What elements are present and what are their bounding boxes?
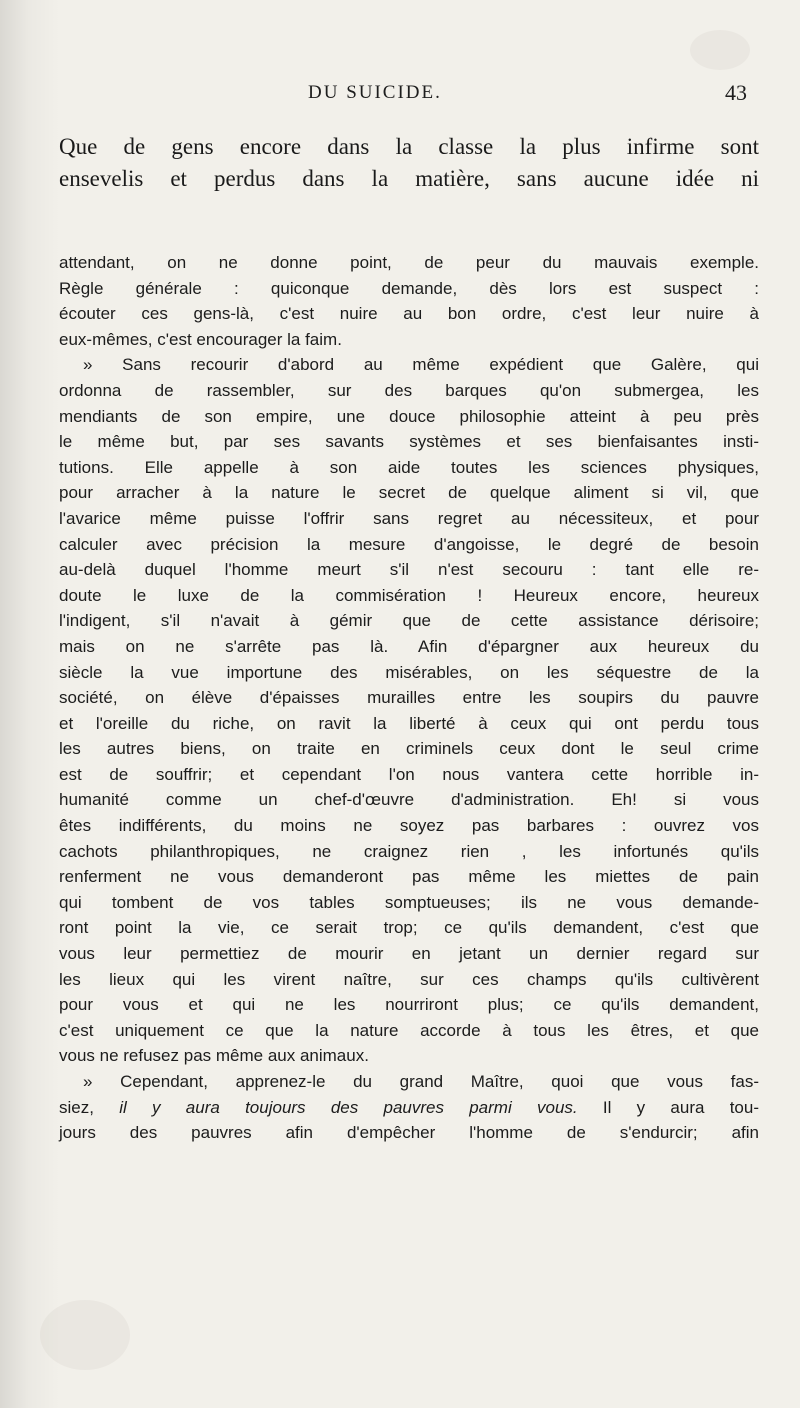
text-line: pour arracher à la nature le secret de quelque aliment si vil, que — [59, 483, 759, 503]
text-segment: siez, — [59, 1097, 120, 1117]
footnote-text — [59, 250, 759, 1146]
text-line: pour vous et qui ne les nourriront plus; ce qu'ils demandent, — [59, 995, 759, 1015]
text-line: cachots philanthropiques, ne craignez rien , les infortunés qu'ils — [59, 841, 759, 861]
text-line: ensevelis et perdus dans la matière, sans aucune idée ni — [59, 166, 759, 191]
main-text — [59, 131, 759, 195]
text-line: tutions. Elle appelle à son aide toutes les sciences physiques, — [59, 457, 759, 477]
text-line: ront point la vie, ce serait trop; ce qu'ils demandent, c'est que — [59, 918, 759, 938]
text-segment: Il y aura tou- — [577, 1097, 759, 1117]
text-line: le même but, par ses savants systèmes et ses bienfaisantes insti- — [59, 432, 759, 452]
text-line: humanité comme un chef-d'œuvre d'administration. Eh! si vous — [59, 790, 759, 810]
text-line: et l'oreille du riche, on ravit la liberté à ceux qui ont perdu tous — [59, 713, 759, 733]
text-line: mais on ne s'arrête pas là. Afin d'épargner aux heureux du — [59, 636, 759, 656]
text-line: société, on élève d'épaisses murailles entre les soupirs du pauvre — [59, 688, 759, 708]
text-line: l'indigent, s'il n'avait à gémir que de cette assistance dérisoire; — [59, 611, 759, 631]
text-line: » Cependant, apprenez-le du grand Maître, quoi que vous fas- — [83, 1072, 759, 1091]
text-line: ordonna de rassembler, sur des barques qu'on submergea, les — [59, 380, 759, 400]
text-line: mendiants de son empire, une douce philosophie atteint à peu près — [59, 406, 759, 426]
page-header — [0, 82, 800, 112]
text-line: vous leur permettiez de mourir en jetant un dernier regard sur — [59, 944, 759, 964]
italic-quotation: il y aura toujours des pauvres parmi vous. — [119, 1097, 578, 1117]
text-line: calculer avec précision la mesure d'angoisse, le degré de besoin — [59, 534, 759, 554]
text-line: êtes indifférents, du moins ne soyez pas barbares : ouvrez vos — [59, 816, 759, 836]
paper-stain — [40, 1300, 130, 1370]
page-number: 43 — [725, 80, 747, 105]
running-title: DU SUICIDE. — [308, 82, 442, 103]
text-line: l'avarice même puisse l'offrir sans regret au nécessiteux, et pour — [59, 508, 759, 528]
text-line: c'est uniquement ce que la nature accorde à tous les êtres, et que — [59, 1020, 759, 1040]
text-line-with-italic — [59, 1095, 759, 1121]
paper-stain — [690, 30, 750, 70]
text-line: vous ne refusez pas même aux animaux. — [59, 1046, 369, 1066]
text-line: qui tombent de vos tables somptueuses; ils ne vous demande- — [59, 892, 759, 912]
text-line: est de souffrir; et cependant l'on nous vantera cette horrible in- — [59, 764, 759, 784]
text-line: doute le luxe de la commisération ! Heureux encore, heureux — [59, 585, 759, 605]
text-line: siècle la vue importune des misérables, on les séquestre de la — [59, 662, 759, 682]
text-line: Règle générale : quiconque demande, dès lors est suspect : — [59, 278, 759, 298]
text-line: les lieux qui les virent naître, sur ces champs qu'ils cultivèrent — [59, 969, 759, 989]
text-line: au-delà duquel l'homme meurt s'il n'est secouru : tant elle re- — [59, 560, 759, 580]
text-line: eux-mêmes, c'est encourager la faim. — [59, 329, 342, 349]
text-line: les autres biens, on traite en criminels ceux dont le seul crime — [59, 739, 759, 759]
text-line: » Sans recourir d'abord au même expédient que Galère, qui — [83, 355, 759, 375]
text-line: renferment ne vous demanderont pas même les miettes de pain — [59, 867, 759, 887]
text-line: Que de gens encore dans la classe la plus infirme sont — [59, 134, 759, 159]
text-line: attendant, on ne donne point, de peur du mauvais exemple. — [59, 253, 759, 272]
text-line: écouter ces gens-là, c'est nuire au bon ordre, c'est leur nuire à — [59, 304, 759, 324]
text-line: jours des pauvres afin d'empêcher l'homme de s'endurcir; afin — [59, 1123, 759, 1143]
